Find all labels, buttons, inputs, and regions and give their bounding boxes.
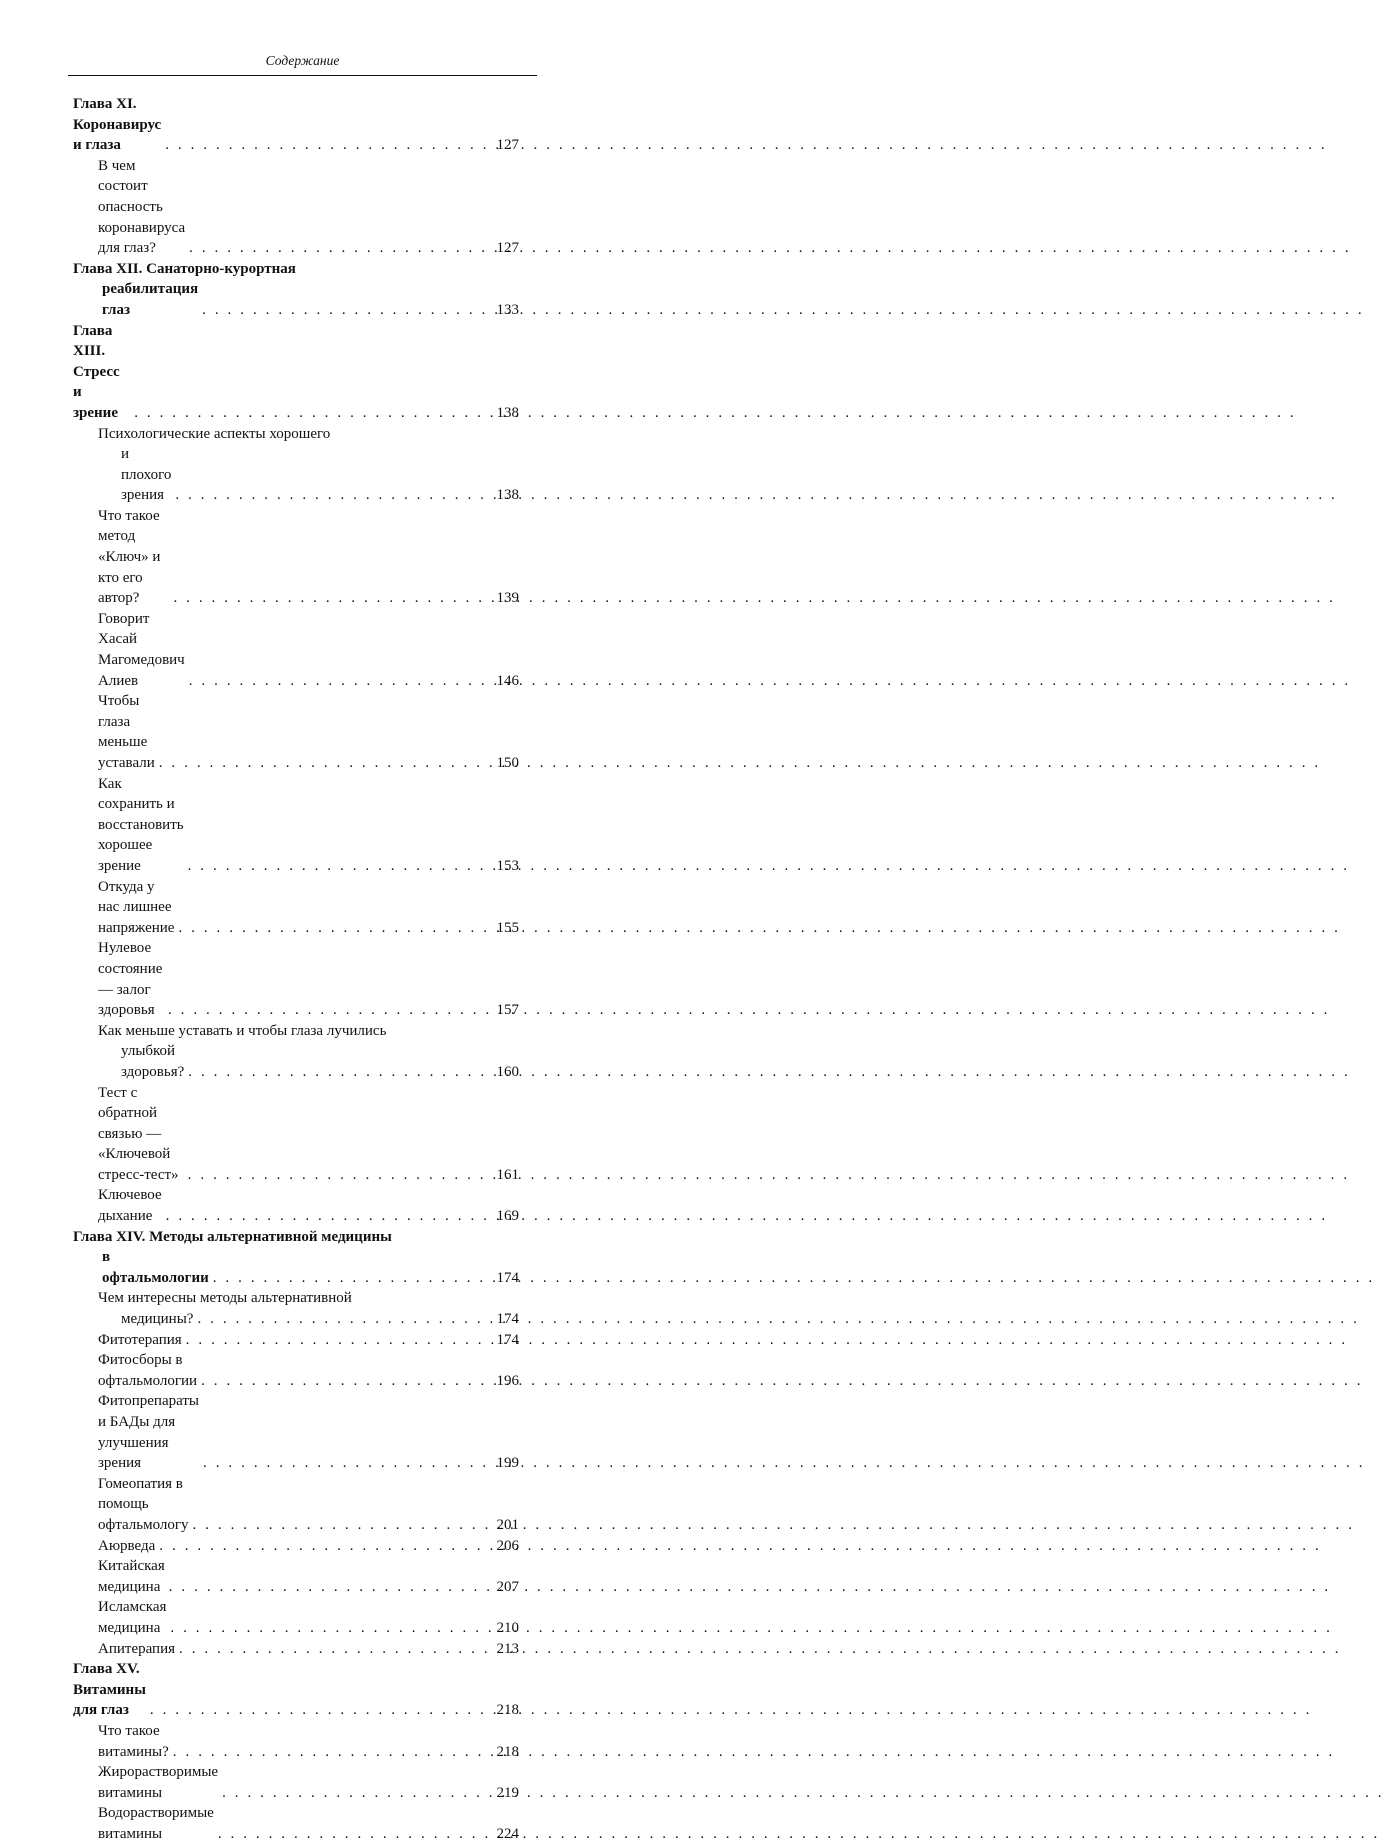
toc-page-number: 155	[496, 919, 519, 936]
toc-page-number: 169	[496, 1208, 519, 1225]
toc-entry-title: и плохого зрения	[121, 446, 172, 504]
toc-page-number: 127	[496, 240, 519, 257]
toc-chapter-line	[73, 1227, 519, 1248]
toc-entry-title: в офтальмологии	[102, 1249, 209, 1286]
toc-section-line	[73, 424, 519, 445]
toc-entry-title: Аюрведа	[98, 1537, 156, 1554]
toc-entry-title: Фитосборы в офтальмологии	[98, 1352, 198, 1389]
toc-section-line	[73, 1021, 519, 1042]
toc-entry-title: Глава XV. Витамины для глаз	[73, 1661, 146, 1719]
dot-leader	[134, 403, 490, 424]
toc-chapter-entry[interactable]	[73, 1659, 519, 1721]
toc-page-number: 199	[496, 1455, 519, 1472]
toc-page-number: 133	[496, 301, 519, 318]
dot-leader	[166, 1206, 490, 1227]
toc-entry-title: Как меньше уставать и чтобы глаза лучились	[98, 1022, 387, 1039]
toc-section-entry[interactable]	[73, 506, 519, 609]
header-rule	[68, 75, 537, 76]
toc-page-number: 174	[496, 1331, 519, 1348]
toc-section-entry[interactable]	[73, 1185, 519, 1226]
toc-page-number: 213	[496, 1640, 519, 1657]
toc-entry-title: Исламская медицина	[98, 1599, 167, 1636]
dot-leader	[165, 135, 490, 156]
toc-entry-title: Глава XIII. Стресс и зрение	[73, 322, 120, 421]
dot-leader	[213, 1268, 490, 1289]
dot-leader	[222, 1783, 490, 1804]
toc-entry-title: Чтобы глаза меньше уставали	[98, 693, 155, 771]
toc-section-entry[interactable]	[73, 1536, 519, 1557]
toc-section-entry[interactable]	[73, 877, 519, 939]
toc-entry-title: Апитерапия	[98, 1640, 176, 1657]
toc-entry-title: В чем состоит опасность коронавируса для глаз?	[98, 157, 186, 257]
dot-leader	[203, 1453, 490, 1474]
toc-section-entry[interactable]	[73, 1803, 519, 1844]
toc-page-number: 174	[496, 1269, 519, 1286]
dot-leader	[202, 300, 490, 321]
toc-page-number: 206	[496, 1537, 519, 1554]
dot-leader	[173, 588, 490, 609]
toc-entry-title: Гомеопатия в помощь офтальмологу	[98, 1475, 189, 1533]
toc-page-number: 153	[496, 857, 519, 874]
toc-page-number: 139	[496, 590, 519, 607]
dot-leader	[201, 1371, 490, 1392]
toc-entry-title: Нулевое состояние — залог здоровья	[98, 940, 163, 1019]
toc-entry-title: Что такое метод «Ключ» и кто его автор?	[98, 507, 161, 607]
toc-entry-title: реабилитация глаз	[102, 281, 199, 318]
toc-entry-title: Тест с обратной связью — «Ключевой стресс-тест»	[98, 1084, 179, 1183]
toc-page-number: 157	[496, 1002, 519, 1019]
toc-page-number: 224	[496, 1825, 519, 1842]
toc-entry-title: медицины?	[121, 1311, 194, 1328]
toc-page-number: 207	[496, 1578, 519, 1595]
toc-section-entry[interactable]	[73, 1474, 519, 1536]
toc-entry-title: Что такое витамины?	[98, 1722, 169, 1760]
toc-page-number: 150	[496, 755, 519, 771]
toc-section-entry[interactable]	[73, 1330, 519, 1351]
toc-entry-title: Говорит Хасай Магомедович Алиев	[98, 610, 185, 689]
running-head-title: Содержание	[265, 53, 340, 68]
toc-section-entry[interactable]	[73, 1041, 519, 1082]
dot-leader	[169, 1577, 490, 1598]
toc-page-number: 127	[496, 137, 519, 154]
toc-chapter-entry[interactable]	[73, 321, 519, 424]
toc-section-entry[interactable]	[73, 1639, 519, 1660]
toc-section-entry[interactable]	[73, 691, 519, 773]
dot-leader	[179, 1639, 490, 1660]
toc-page-number: 219	[496, 1784, 519, 1801]
dot-leader	[186, 1330, 490, 1351]
dot-leader	[173, 1742, 490, 1763]
toc-entry-title: Фитопрепараты и БАДы для улучшения зрения	[98, 1393, 200, 1472]
toc-section-entry[interactable]	[73, 1350, 519, 1391]
toc-section-line	[73, 1288, 519, 1309]
toc-section-entry[interactable]	[73, 1556, 519, 1597]
toc-page-number: 201	[496, 1516, 519, 1533]
toc-page-number: 174	[496, 1311, 519, 1328]
toc-page-number: 138	[496, 404, 519, 421]
toc-page-number: 196	[496, 1372, 519, 1389]
dot-leader	[189, 671, 490, 692]
dot-leader	[159, 1536, 490, 1557]
toc-page-number: 210	[496, 1619, 519, 1636]
toc-entry-title: Чем интересны методы альтернативной	[98, 1290, 352, 1307]
toc-entry-title: Как сохранить и восстановить хорошее зрение	[98, 775, 184, 874]
toc-page-number: 161	[496, 1166, 519, 1183]
dot-leader	[188, 1165, 490, 1186]
toc-section-entry[interactable]	[73, 1721, 519, 1762]
toc-chapter-line	[73, 259, 519, 280]
toc-section-entry[interactable]	[73, 938, 519, 1020]
toc-section-entry[interactable]	[73, 1391, 519, 1473]
toc-entry-title: Жирорастворимые витамины	[98, 1764, 219, 1801]
toc-page-number: 218	[496, 1702, 519, 1719]
toc-page-number: 160	[496, 1063, 519, 1080]
toc-entry-title: Фитотерапия	[98, 1331, 182, 1348]
toc-section-entry[interactable]	[73, 1083, 519, 1186]
dot-leader	[150, 1700, 490, 1721]
toc-section-entry[interactable]	[73, 1762, 519, 1803]
dot-leader	[189, 238, 490, 259]
table-of-contents	[73, 94, 519, 1844]
toc-entry-title: Глава XIV. Методы альтернативной медицины	[73, 1228, 392, 1245]
toc-entry-title: Ключевое дыхание	[98, 1187, 162, 1225]
toc-entry-title: Глава XII. Санаторно-курортная	[73, 260, 296, 277]
dot-leader	[170, 1618, 490, 1639]
toc-section-entry[interactable]	[73, 1597, 519, 1638]
dot-leader	[188, 1062, 490, 1083]
toc-section-entry[interactable]	[73, 156, 519, 259]
toc-entry-title: улыбкой здоровья?	[121, 1043, 185, 1080]
toc-page-number: 146	[496, 672, 519, 689]
toc-chapter-entry[interactable]	[73, 94, 519, 156]
toc-section-entry[interactable]	[73, 609, 519, 691]
dot-leader	[188, 856, 490, 877]
dot-leader	[193, 1515, 491, 1536]
toc-page-number: 138	[496, 487, 519, 504]
toc-section-entry[interactable]	[73, 774, 519, 877]
toc-entry-title: Откуда у нас лишнее напряжение	[98, 878, 175, 936]
dot-leader	[159, 753, 490, 774]
toc-chapter-entry[interactable]	[73, 1247, 519, 1288]
toc-entry-title: Водорастворимые витамины	[98, 1805, 214, 1842]
toc-section-entry[interactable]	[73, 1309, 519, 1330]
dot-leader	[197, 1309, 490, 1330]
toc-page-number: 218	[496, 1743, 519, 1760]
dot-leader	[175, 485, 490, 506]
toc-entry-title: Психологические аспекты хорошего	[98, 425, 331, 442]
dot-leader	[178, 918, 490, 939]
toc-entry-title: Китайская медицина	[98, 1558, 165, 1595]
toc-entry-title: Глава XI. Коронавирус и глаза	[73, 96, 162, 154]
dot-leader	[218, 1824, 490, 1844]
toc-chapter-entry[interactable]	[73, 279, 519, 320]
toc-section-entry[interactable]	[73, 444, 519, 506]
dot-leader	[168, 1000, 490, 1021]
